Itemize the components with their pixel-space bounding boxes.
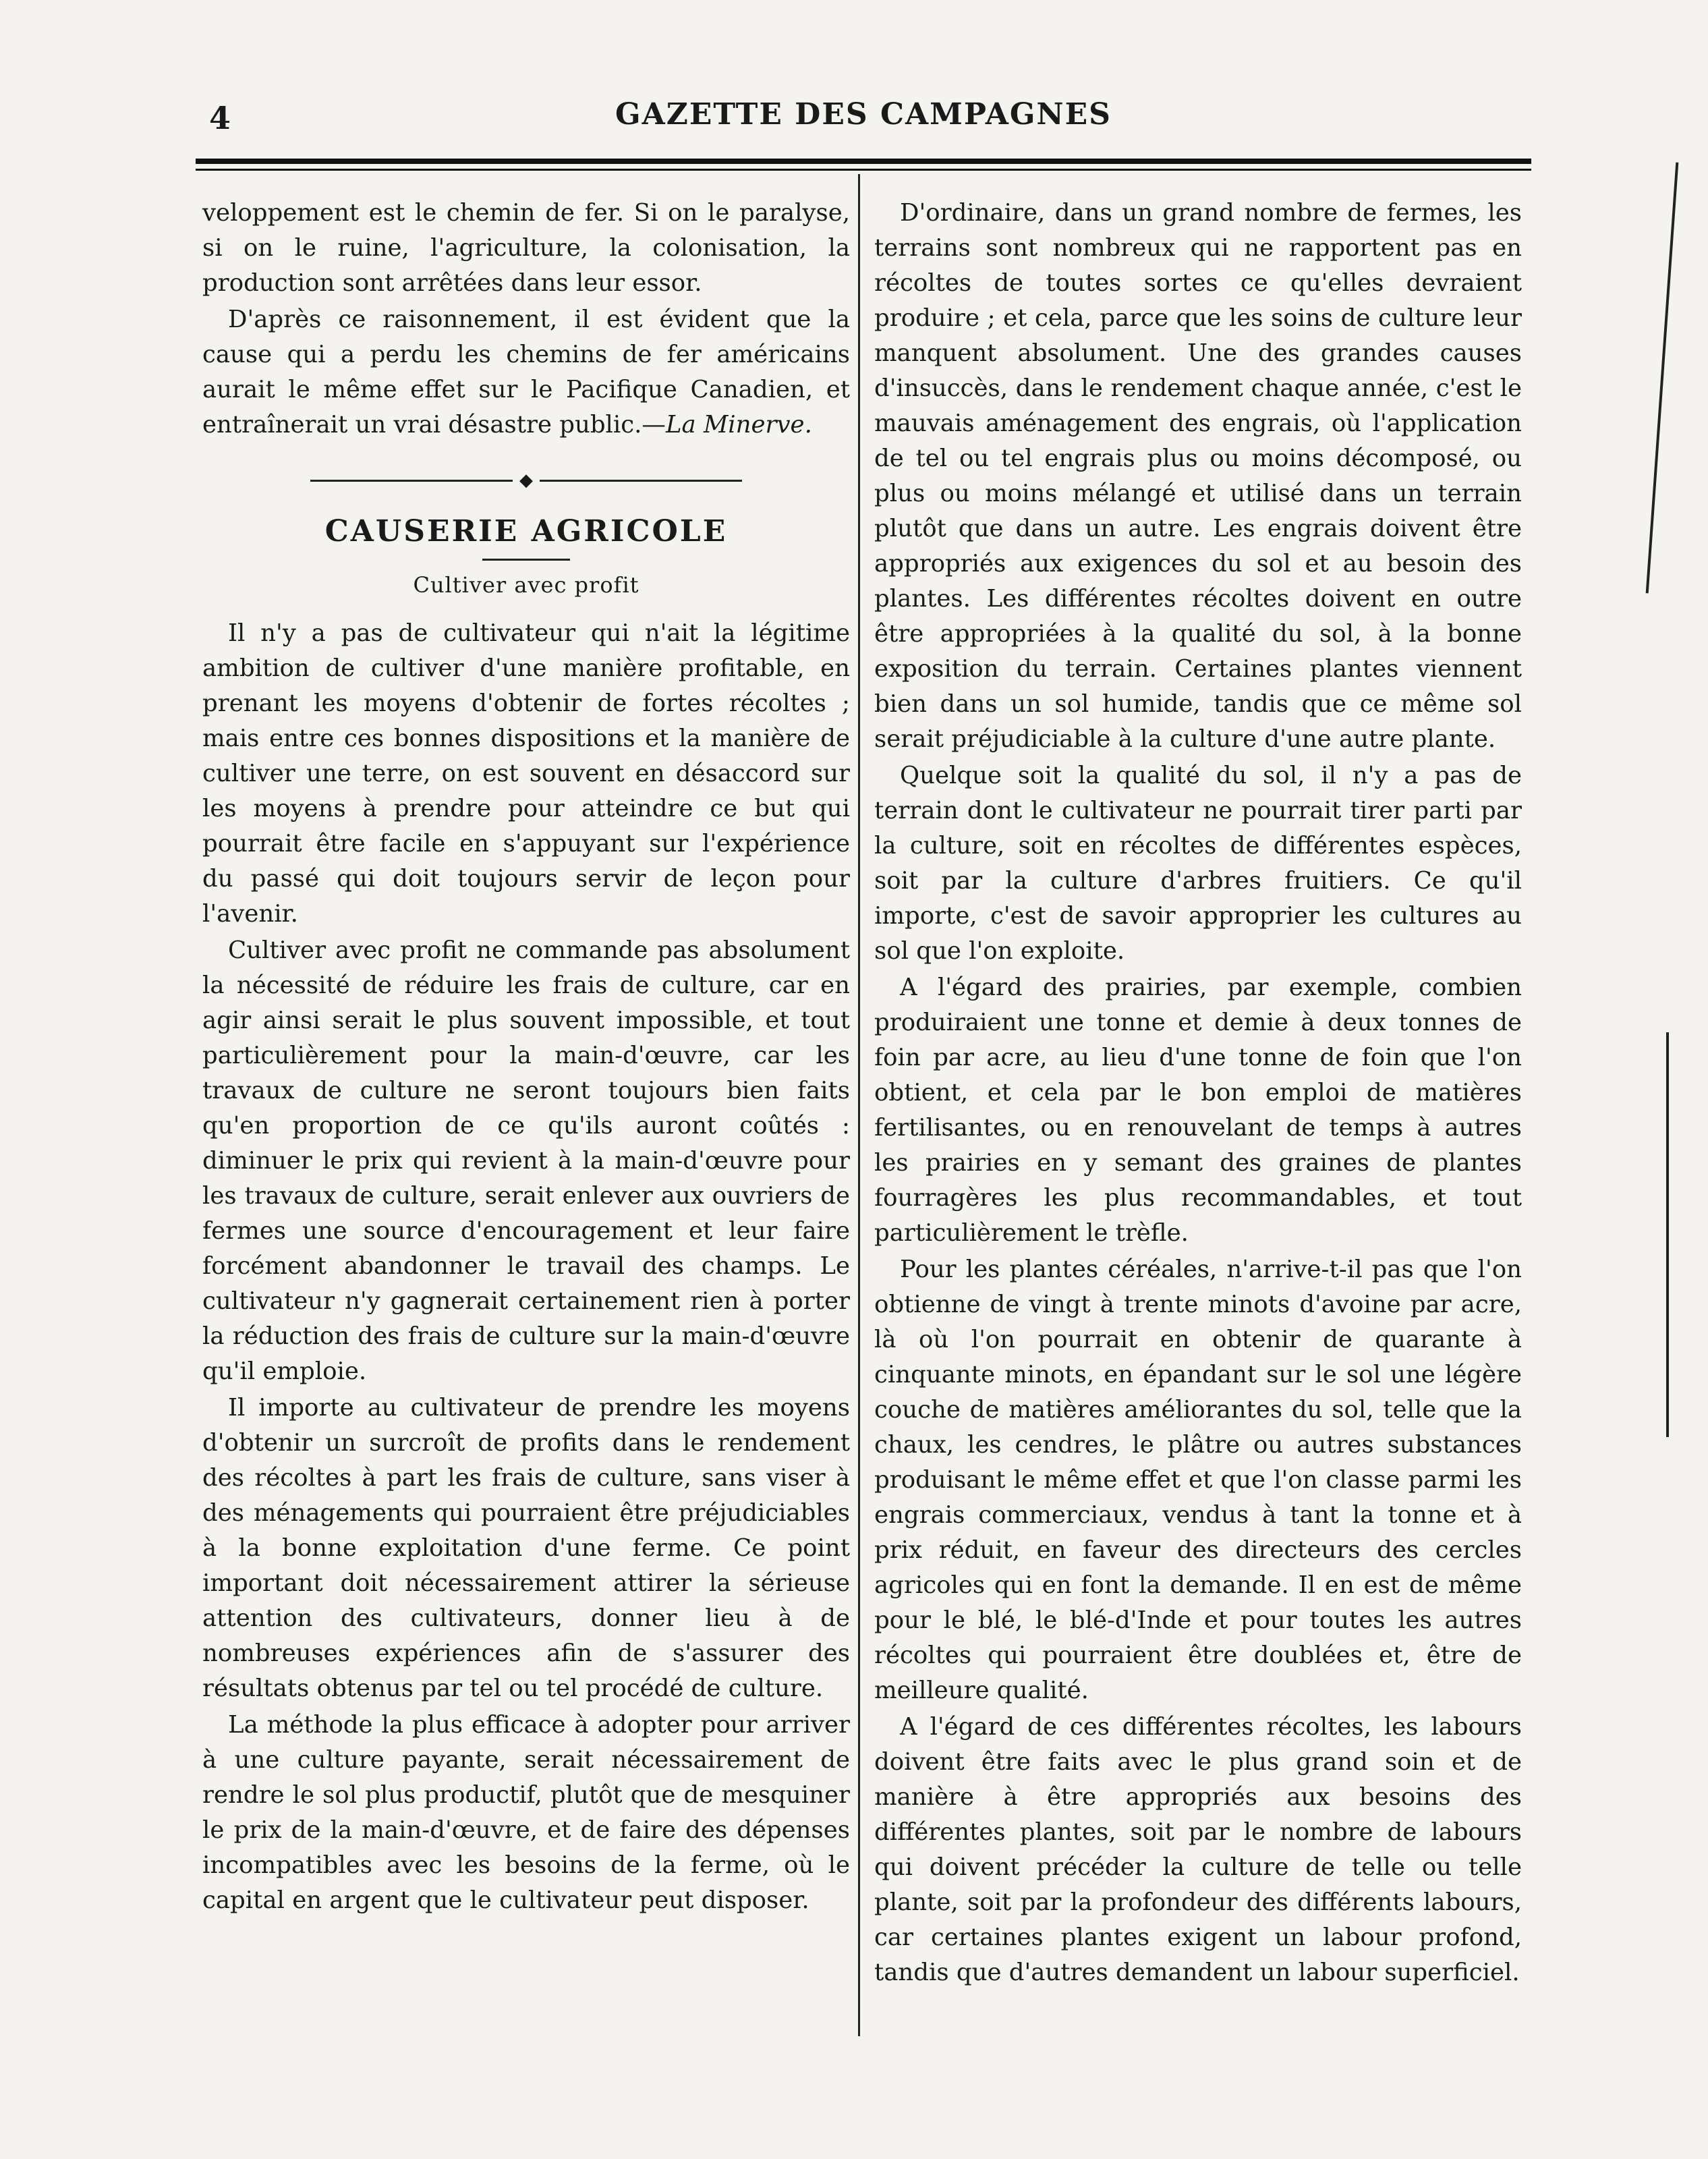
section-separator (202, 461, 850, 499)
source-attribution: La Minerve. (665, 411, 812, 439)
page-header (189, 94, 1538, 148)
section-title: CAUSERIE AGRICOLE (324, 514, 728, 549)
title-rule (482, 559, 570, 561)
left-column (202, 196, 850, 1919)
right-column (874, 196, 1522, 1992)
intro-paragraph-text: D'après ce raisonnement, il est évident que la cause qui a perdu les chemins de fer américains aurait le même effet sur le Pacifique Canadien, et entraînerait un vrai désastre public.— (202, 306, 850, 439)
separator-line-left (310, 480, 513, 482)
article-paragraph: D'ordinaire, dans un grand nombre de fermes, les terrains sont nombreux qui ne rapportent pas en récoltes de toutes sortes ce qu'elles devraient produire ; et cela, parce que les soins de culture leur manquent absolument. Une des grandes causes d'insuccès, dans le rendement chaque année, c'est le mauvais aménagement des engrais, où l'application de tel ou tel engrais plus ou moins décomposé, ou plus ou moins mélangé et utilisé dans un terrain plutôt que dans un autre. Les engrais doivent être appropriés aux exigences du sol et au besoin des plantes. Les différentes récoltes doivent en outre être appropriées à la qualité du sol, à la bonne exposition du terrain. Certaines plantes viennent bien dans un sol humide, tandis que ce même sol serait préjudiciable à la culture d'une autre plante. (874, 199, 1522, 753)
column-divider (858, 174, 860, 2036)
margin-mark-middle (1666, 1032, 1669, 1437)
masthead-title: GAZETTE DES CAMPAGNES (615, 97, 1112, 132)
margin-mark-top (1646, 163, 1679, 594)
header-rule-thin (196, 169, 1531, 171)
article-paragraph: Cultiver avec profit ne commande pas absolument la nécessité de réduire les frais de culture, car en agir ainsi serait le plus souvent impossible, et tout particulièrement pour la main-d'œuvre, car les travaux de culture ne seront toujours bien faits qu'en proportion de ce qu'ils auront coûtés : diminuer le prix qui revient à la main-d'œuvre pour les travaux de culture, serait enlever aux ouvriers de fermes une source d'encouragement et leur faire forcément abandonner le travail des champs. Le cultivateur n'y gagnerait certainement rien à porter la réduction des frais de culture sur la main-d'œuvre qu'il emploie. (202, 936, 850, 1385)
article-paragraph: Il n'y a pas de cultivateur qui n'ait la légitime ambition de cultiver d'une manière profitable, en prenant les moyens d'obtenir de fortes récoltes ; mais entre ces bonnes dispositions et la manière de cultiver une terre, on est souvent en désaccord sur les moyens à prendre pour atteindre ce but qui pourrait être facile en s'appuyant sur l'expérience du passé qui doit toujours servir de leçon pour l'avenir. (202, 619, 850, 928)
header-rule-thick (196, 159, 1531, 164)
article-paragraph: A l'égard de ces différentes récoltes, les labours doivent être faits avec le plus grand soin et de manière à être appropriés aux besoins des différentes plantes, soit par le nombre de labours qui doivent précéder la culture de telle ou telle plante, soit par la profondeur des différents labours, car certaines plantes exigent un labour profond, tandis que d'autres demandent un labour superficiel. (874, 1713, 1522, 1986)
article-paragraph: A l'égard des prairies, par exemple, combien produiraient une tonne et demie à deux tonnes de foin par acre, au lieu d'une tonne de foin que l'on obtient, et cela par le bon emploi de matières fertilisantes, ou en renouvelant de temps à autres les prairies en y semant des graines de plantes fourragères les plus recommandables, et tout particulièrement le trèfle. (874, 974, 1522, 1247)
separator-line-right (540, 480, 742, 482)
article-subtitle: Cultiver avec profit (413, 572, 639, 598)
separator-ornament-icon: ◆ (519, 470, 533, 490)
intro-paragraph (202, 302, 850, 443)
article-paragraph: La méthode la plus efficace à adopter pour arriver à une culture payante, serait nécessairement de rendre le sol plus productif, plutôt que de mesquiner le prix de la main-d'œuvre, et de faire des dépenses incompatibles avec les besoins de la ferme, où le capital en argent que le cultivateur peut disposer. (202, 1711, 850, 1914)
article-paragraph: Il importe au cultivateur de prendre les moyens d'obtenir un surcroît de profits dans le rendement des récoltes à part les frais de culture, sans viser à des ménagements qui pourraient être préjudiciables à la bonne exploitation d'une ferme. Ce point important doit nécessairement attirer la sérieuse attention des cultivateurs, donner lieu à de nombreuses expériences afin de s'assurer des résultats obtenus par tel ou tel procédé de culture. (202, 1394, 850, 1702)
article-paragraph: Pour les plantes céréales, n'arrive-t-il pas que l'on obtienne de vingt à trente minots d'avoine par acre, là où l'on pourrait en obtenir de quarante à cinquante minots, en épandant sur le sol une légère couche de matières améliorantes du sol, telle que la chaux, les cendres, le plâtre ou autres substances produisant le même effet et que l'on classe parmi les engrais commerciaux, vendus à tant la tonne et à prix réduit, en faveur des directeurs des cercles agricoles qui en font la demande. Il en est de même pour le blé, le blé-d'Inde et pour toutes les autres récoltes qui pourraient être doublées et, être de meilleure qualité. (874, 1256, 1522, 1704)
article-paragraph: Quelque soit la qualité du sol, il n'y a pas de terrain dont le cultivateur ne pourrait tirer parti par la culture, soit en récoltes de différentes espèces, soit par la culture d'arbres fruitiers. Ce qu'il importe, c'est de savoir approprier les cultures au sol que l'on exploite. (874, 762, 1522, 965)
page-number: 4 (209, 100, 231, 136)
intro-paragraph: veloppement est le chemin de fer. Si on le paralyse, si on le ruine, l'agriculture, la colonisation, la production sont arrêtées dans leur essor. (202, 199, 850, 297)
